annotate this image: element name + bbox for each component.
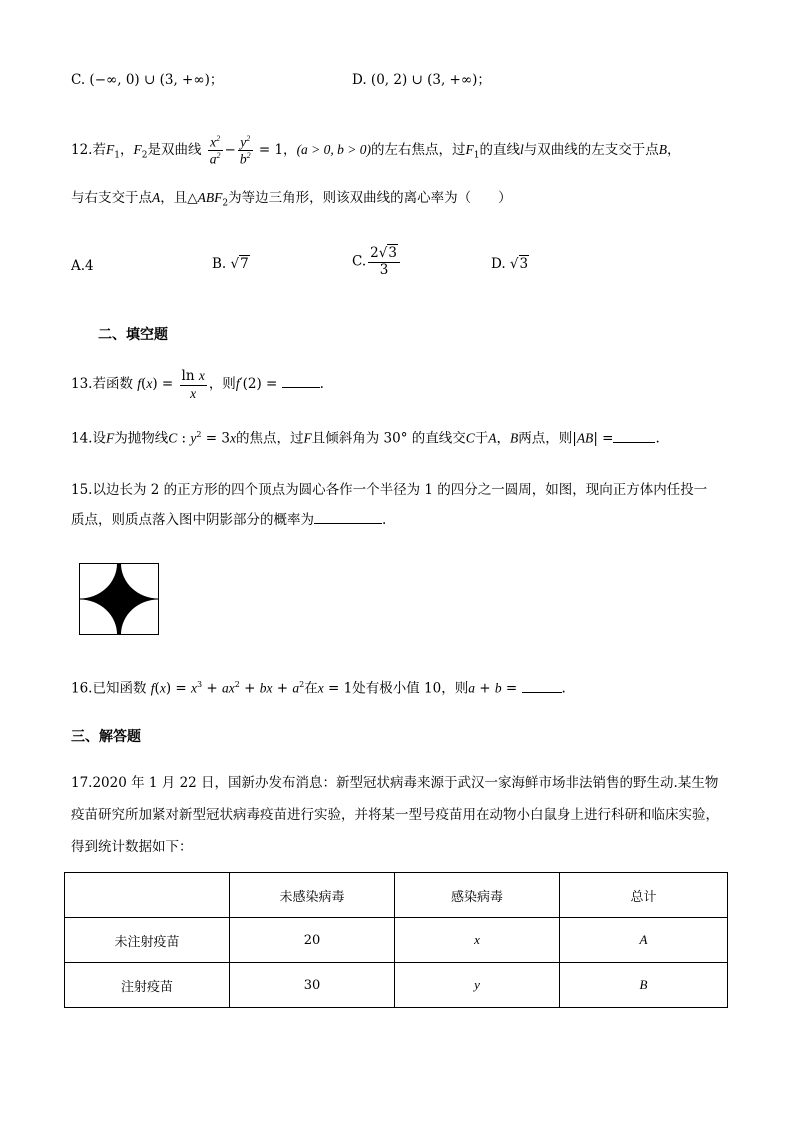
q12-prefix: 12.若: [71, 142, 106, 159]
q12-line2: 与右支交于点A，且$\triangle ABF_2$为等边三角形，则该双曲线的离心率为（ ）: [71, 190, 512, 209]
table-cell: 20: [230, 918, 395, 963]
q12-option-b: B. √7: [212, 256, 249, 272]
table-cell: 注射疫苗: [65, 963, 230, 1008]
quarter-circles-figure: [79, 563, 159, 635]
answer-blank[interactable]: [522, 692, 562, 693]
section-heading-solutions: 三、解答题: [71, 729, 141, 745]
fraction-x2-a2: $\frac{x^2}{a^2}$: [209, 134, 221, 167]
q12-option-a: A.4: [71, 258, 94, 274]
fraction-y2-b2: $\frac{y^2}{b^2}$: [239, 134, 251, 167]
section-heading-fill-in: 二、填空题: [98, 327, 168, 343]
q15: 15.以边长为 2 的正方形的四个顶点为圆心各作一个半径为 1 的四分之一圆周，如图，现向正方体内任投一 质点，则质点落入图中阴影部分的概率为 .: [71, 482, 708, 528]
q11-option-c: C. (−∞, 0) ∪ (3, +∞)；: [71, 72, 224, 88]
table-cell: A: [560, 918, 728, 963]
answer-blank[interactable]: [314, 523, 382, 524]
answer-blank[interactable]: [613, 442, 655, 443]
table-header-cell: 总计: [560, 873, 728, 918]
table-cell: 未注射疫苗: [65, 918, 230, 963]
q12-option-d: D. √3: [491, 256, 529, 272]
q14: 14.设F为抛物线C : $y^2 = 3x$的焦点，过F且倾斜角为 30° 的直线交C于A，B两点，则|AB| = .: [71, 430, 660, 447]
table-cell: x: [395, 918, 560, 963]
table-row: [65, 918, 728, 963]
table-row: [65, 963, 728, 1008]
q11-option-d: D. (0, 2) ∪ (3, +∞)；: [352, 72, 491, 88]
q16: 16.已知函数 $f(x) = x^3 + ax^2$ + bx + $a^2$在x = 1处有极小值 10，则a + b = .: [71, 680, 566, 697]
fraction-2sqrt3-3: $\frac{2√3}{3}$: [368, 246, 400, 278]
table-header-cell: [65, 873, 230, 918]
table-cell: y: [395, 963, 560, 1008]
statistics-table: [64, 872, 728, 1008]
q17-text: 17.2020 年 1 月 22 日，国新办发布消息：新型冠状病毒来源于武汉一家海鲜市场非法销售的野生动.某生物疫苗研究所加紧对新型冠状病毒疫苗进行实验，并将某一型号疫苗用在动物小白鼠身上进行科研和临床实验，得到统计数据如下：: [71, 775, 719, 855]
table-cell: 30: [230, 963, 395, 1008]
table-cell: B: [560, 963, 728, 1008]
q12-line1: 12.若$F_1$，$F_2$是双曲线 $\frac{x^2}{a^2}$ − $\frac{y^2}{b^2}$ = 1，(a > 0, b > 0)的左右焦点，过$F_1$的直线l与双曲线的左支交于点B，: [71, 134, 681, 167]
q13: 13.若函数 f(x) = $\frac{\text{ln x}}{x}$ ，则f′(2) = .: [71, 368, 324, 401]
table-header-row: [65, 873, 728, 918]
q12-option-c: C. $\frac{2√3}{3}$: [352, 246, 402, 278]
fraction-lnx-x: $\frac{\text{ln x}}{x}$: [181, 368, 205, 401]
table-header-cell: 感染病毒: [395, 873, 560, 918]
answer-blank[interactable]: [282, 387, 320, 388]
table-header-cell: 未感染病毒: [230, 873, 395, 918]
